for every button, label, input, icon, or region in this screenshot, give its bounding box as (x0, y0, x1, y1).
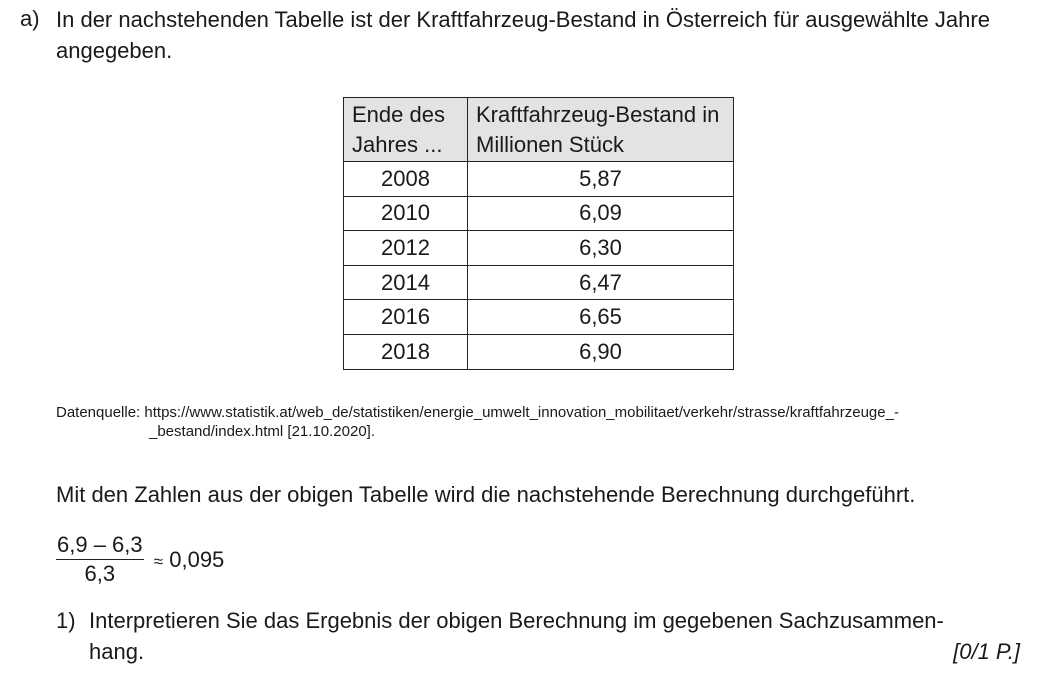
fraction-numerator: 6,9 – 6,3 (56, 532, 144, 560)
column-header-stock: Kraftfahrzeug-Bestand in Millionen Stück (468, 98, 734, 162)
table-row (344, 231, 734, 266)
stock-cell: 6,90 (468, 334, 734, 369)
table-row (344, 162, 734, 197)
year-cell: 2012 (344, 231, 468, 266)
calculation-formula (56, 532, 224, 587)
task-label: a) (20, 6, 40, 31)
year-cell: 2014 (344, 265, 468, 300)
approx-symbol: ≈ (153, 551, 164, 571)
table-row (344, 196, 734, 231)
question-number: 1) (56, 608, 76, 633)
year-cell: 2008 (344, 162, 468, 197)
stock-cell: 6,09 (468, 196, 734, 231)
data-source (56, 403, 1016, 441)
column-header-year: Ende des Jahres ... (344, 98, 468, 162)
stock-cell: 5,87 (468, 162, 734, 197)
data-source-line-2: _bestand/index.html [21.10.2020]. (149, 423, 375, 440)
year-cell: 2018 (344, 334, 468, 369)
table-row (344, 265, 734, 300)
fraction (56, 532, 144, 587)
stock-cell: 6,47 (468, 265, 734, 300)
table-row (344, 334, 734, 369)
fraction-denominator: 6,3 (84, 561, 116, 586)
stock-cell: 6,30 (468, 231, 734, 266)
question-points: [0/1 P.] (953, 639, 1020, 664)
stock-cell: 6,65 (468, 300, 734, 335)
task-intro-text: In der nachstehenden Tabelle ist der Kraftfahrzeug-Bestand in Österreich für ausgewählte Jahre angegeben. (56, 7, 990, 63)
year-cell: 2010 (344, 196, 468, 231)
result-value: 0,095 (169, 546, 225, 572)
question-text: Interpretieren Sie das Ergebnis der obigen Berechnung im gegebenen Sachzusammen-hang. (89, 608, 944, 664)
table-row (344, 300, 734, 335)
year-cell: 2016 (344, 300, 468, 335)
table-header-row (344, 98, 734, 162)
approx-result (154, 547, 225, 573)
data-source-line-1: Datenquelle: https://www.statistik.at/web_de/statistiken/energie_umwelt_innovation_mobilitaet/verkehr/strasse/kraftfahrzeuge_- (56, 404, 899, 421)
calculation-intro-text: Mit den Zahlen aus der obigen Tabelle wird die nachstehende Berechnung durchgeführt. (56, 482, 916, 507)
vehicle-stock-table (343, 97, 734, 370)
